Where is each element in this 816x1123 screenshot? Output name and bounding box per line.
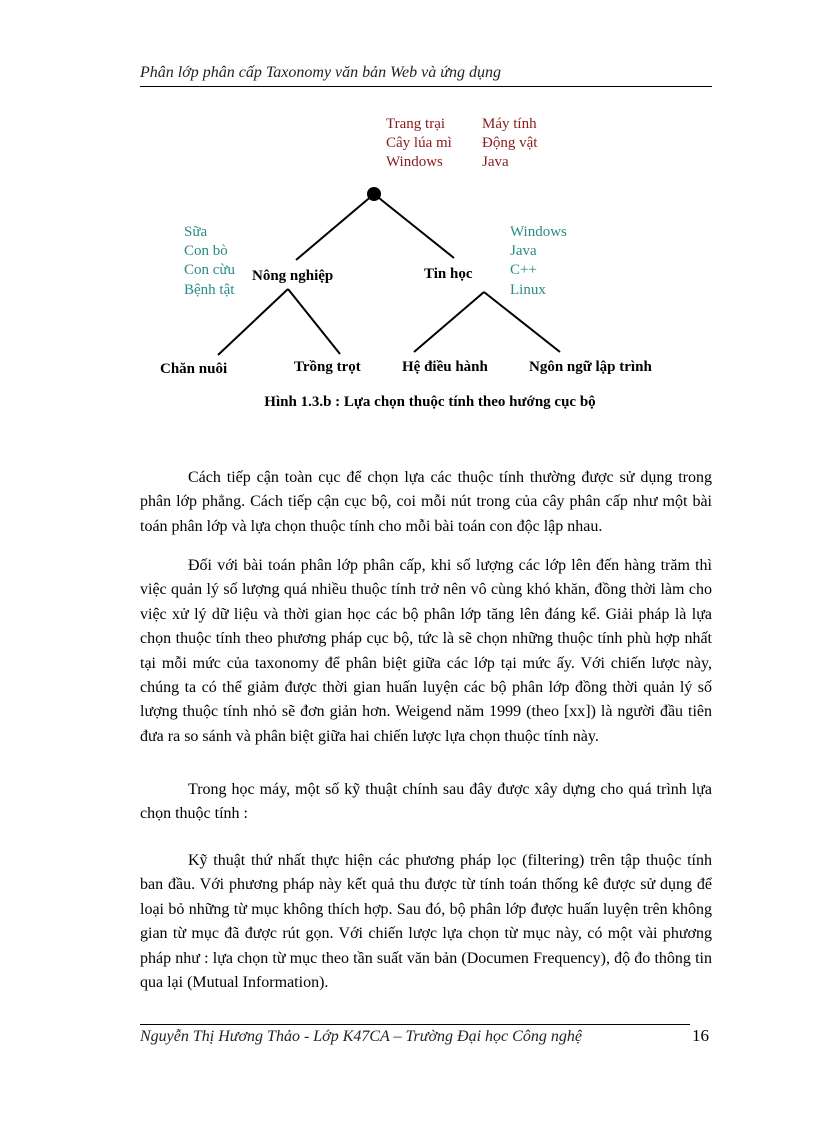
node-agriculture: Nông nghiệp bbox=[252, 268, 334, 284]
edge-informatics-proglang bbox=[484, 292, 560, 352]
informatics-feature-1: Windows bbox=[510, 224, 567, 240]
edge-agriculture-cultivation bbox=[288, 289, 340, 354]
paragraph-3-text: Trong học máy, một số kỹ thuật chính sau đây được xây dựng cho quá trình lựa chọn thuộc tính : bbox=[140, 781, 712, 823]
paragraph-2-text: Đối với bài toán phân lớp phân cấp, khi số lượng các lớp lên đến hàng trăm thì việc quản lý số lượng quá nhiều thuộc tính trở nên vô cùng khó khăn, đồng thời làm cho việc xử lý dữ liệu và thời gian học các bộ phân lớp tăng lên đáng kể. Giải pháp là lựa chọn thuộc tính theo phương pháp cục bộ, tức là sẽ chọn những thuộc tính phù hợp nhất tại mỗi mức của taxonomy để phân biệt giữa các lớp tại mức ấy. Với chiến lược này, chúng ta có thể giảm được thời gian huấn luyện các bộ phân lớp đồng thời quản lý số lượng thuộc tính nhỏ sẽ đơn giản hơn. Weigend năm 1999 (theo [xx]) là người đầu tiên đưa ra so sánh và phân biệt giữa hai chiến lược lựa chọn thuộc tính này. bbox=[140, 557, 712, 745]
footer-author: Nguyễn Thị Hương Thảo - Lớp K47CA – Trường Đại học Công nghệ bbox=[140, 1028, 582, 1045]
running-header: Phân lớp phân cấp Taxonomy văn bản Web và ứng dụng bbox=[140, 64, 501, 81]
taxonomy-tree-figure bbox=[0, 0, 816, 400]
paragraph-4 bbox=[140, 849, 712, 995]
page-number: 16 bbox=[692, 1026, 709, 1045]
node-cultivation: Trồng trọt bbox=[294, 359, 361, 375]
informatics-feature-3: C++ bbox=[510, 262, 537, 278]
agriculture-feature-4: Bệnh tật bbox=[184, 282, 235, 298]
agriculture-feature-1: Sữa bbox=[184, 224, 208, 240]
paragraph-3 bbox=[140, 778, 712, 827]
footer-rule bbox=[140, 1024, 690, 1025]
root-node-dot bbox=[367, 187, 381, 201]
paragraph-1-text: Cách tiếp cận toàn cục để chọn lựa các thuộc tính thường được sử dụng trong phân lớp phẳng. Cách tiếp cận cục bộ, coi mỗi nút trong của cây phân cấp như một bài toán phân lớp và lựa chọn thuộc tính cho mỗi bài toán con độc lập nhau. bbox=[140, 469, 712, 535]
edge-agriculture-livestock bbox=[218, 289, 288, 355]
node-informatics: Tin học bbox=[424, 266, 473, 282]
root-feature-right-1: Máy tính bbox=[482, 116, 537, 132]
node-programming-language: Ngôn ngữ lập trình bbox=[529, 359, 652, 375]
agriculture-feature-2: Con bò bbox=[184, 243, 228, 259]
paragraph-1 bbox=[140, 466, 712, 539]
informatics-feature-2: Java bbox=[510, 243, 537, 259]
edge-root-agriculture bbox=[296, 194, 374, 260]
node-livestock: Chăn nuôi bbox=[160, 361, 228, 377]
edge-root-informatics bbox=[374, 194, 454, 258]
root-feature-left-1: Trang trại bbox=[386, 116, 446, 132]
root-feature-right-3: Java bbox=[482, 154, 509, 170]
agriculture-feature-3: Con cừu bbox=[184, 262, 236, 278]
root-feature-left-2: Cây lúa mì bbox=[386, 135, 452, 151]
node-operating-system: Hệ điều hành bbox=[402, 359, 488, 375]
paragraph-4-text: Kỹ thuật thứ nhất thực hiện các phương pháp lọc (filtering) trên tập thuộc tính ban đầu. Với phương pháp này kết quả thu được từ tính toán thống kê được sử dụng để loại bỏ những từ mục không thích hợp. Sau đó, bộ phân lớp được huấn luyện trên không gian từ mục đã được rút gọn. Với chiến lược lựa chọn từ mục này, có một vài phương pháp như : lựa chọn từ mục theo tần suất văn bản (Documen Frequency), độ đo thông tin qua lại (Mutual Information). bbox=[140, 852, 712, 992]
paragraph-2 bbox=[140, 554, 712, 749]
informatics-feature-4: Linux bbox=[510, 282, 546, 298]
figure-caption: Hình 1.3.b : Lựa chọn thuộc tính theo hướng cục bộ bbox=[264, 394, 596, 410]
root-feature-left-3: Windows bbox=[386, 154, 443, 170]
edge-informatics-os bbox=[414, 292, 484, 352]
root-feature-right-2: Động vật bbox=[482, 135, 538, 151]
